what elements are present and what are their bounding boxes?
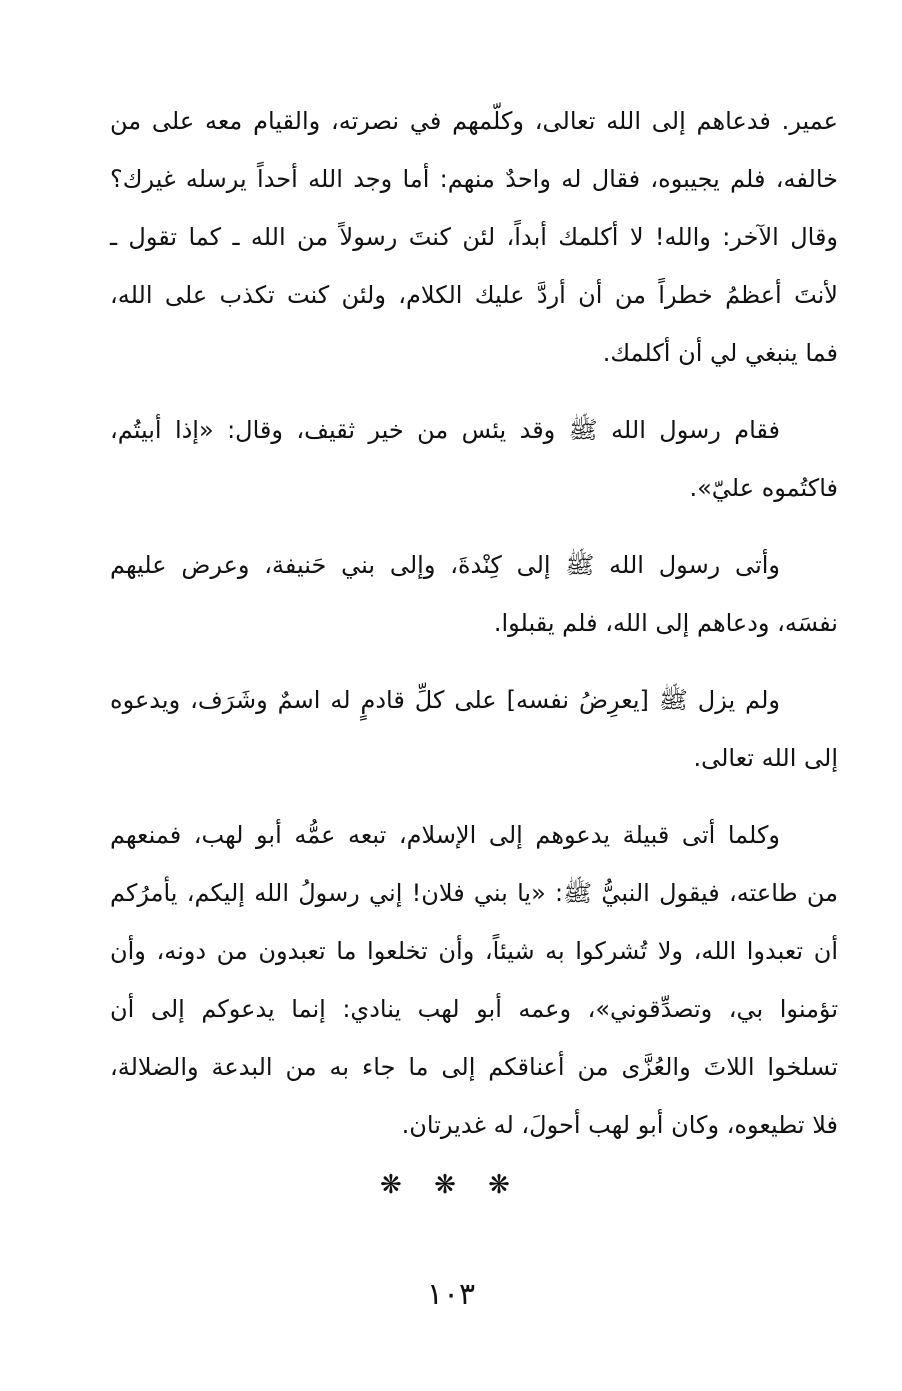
text-line: فما ينبغي لي أن أكلمك. [602, 339, 838, 367]
text-line: عمير. فدعاهم إلى الله تعالى، وكلّمهم في نصرته، والقيام معه على من [110, 107, 838, 135]
text-line: فلا تطيعوه، وكان أبو لهب أحولَ، له غديرتان. [401, 1111, 838, 1139]
text-line: فقام رسول الله ﷺ وقد يئس من خير ثقيف، وقال: «إذا أبيتُم، [110, 416, 780, 444]
paragraph-4 [110, 671, 838, 787]
text-line: فاكتُموه عليّ». [689, 474, 838, 502]
paragraph-1 [110, 92, 838, 382]
text-line: تؤمنوا بي، وتصدِّقوني»، وعمه أبو لهب ينادي: إنما يدعوكم إلى أن [110, 995, 838, 1023]
text-line: إلى الله تعالى. [693, 744, 838, 772]
page-number: ١٠٣ [426, 1277, 476, 1312]
text-line: نفسَه، ودعاهم إلى الله، فلم يقبلوا. [493, 609, 838, 637]
section-separator: ❋ ❋ ❋ [380, 1170, 522, 1200]
text-line: ولم يزل ﷺ [يعرِضُ نفسه] على كلِّ قادمٍ له اسمٌ وشَرَف، ويدعوه [110, 686, 780, 714]
text-line: وأتى رسول الله ﷺ إلى كِنْدةَ، وإلى بني حَنيفة، وعرض عليهم [110, 551, 780, 579]
text-line: وقال الآخر: والله! لا أكلمك أبداً، لئن كنتَ رسولاً من الله ـ كما تقول ـ [110, 223, 838, 251]
paragraph-3 [110, 536, 838, 652]
page-text [110, 92, 838, 1173]
text-line: وكلما أتى قبيلة يدعوهم إلى الإسلام، تبعه عمُّه أبو لهب، فمنعهم [110, 821, 780, 849]
text-line: أن تعبدوا الله، ولا تُشركوا به شيئاً، وأن تخلعوا ما تعبدون من دونه، وأن [110, 937, 838, 965]
text-line: خالفه، فلم يجيبوه، فقال له واحدٌ منهم: أما وجد الله أحداً يرسله غيرك؟ [110, 165, 838, 193]
text-line: من طاعته، فيقول النبيُّ ﷺ: «يا بني فلان! إني رسولُ الله إليكم، يأمرُكم [110, 879, 838, 907]
paragraph-5 [110, 806, 838, 1154]
paragraph-2 [110, 401, 838, 517]
text-line: تسلخوا اللاتَ والعُزَّى من أعناقكم إلى ما جاء به من البدعة والضلالة، [110, 1053, 838, 1081]
text-line: لأنتَ أعظمُ خطراً من أن أردَّ عليك الكلام، ولئن كنت تكذب على الله، [110, 281, 838, 309]
